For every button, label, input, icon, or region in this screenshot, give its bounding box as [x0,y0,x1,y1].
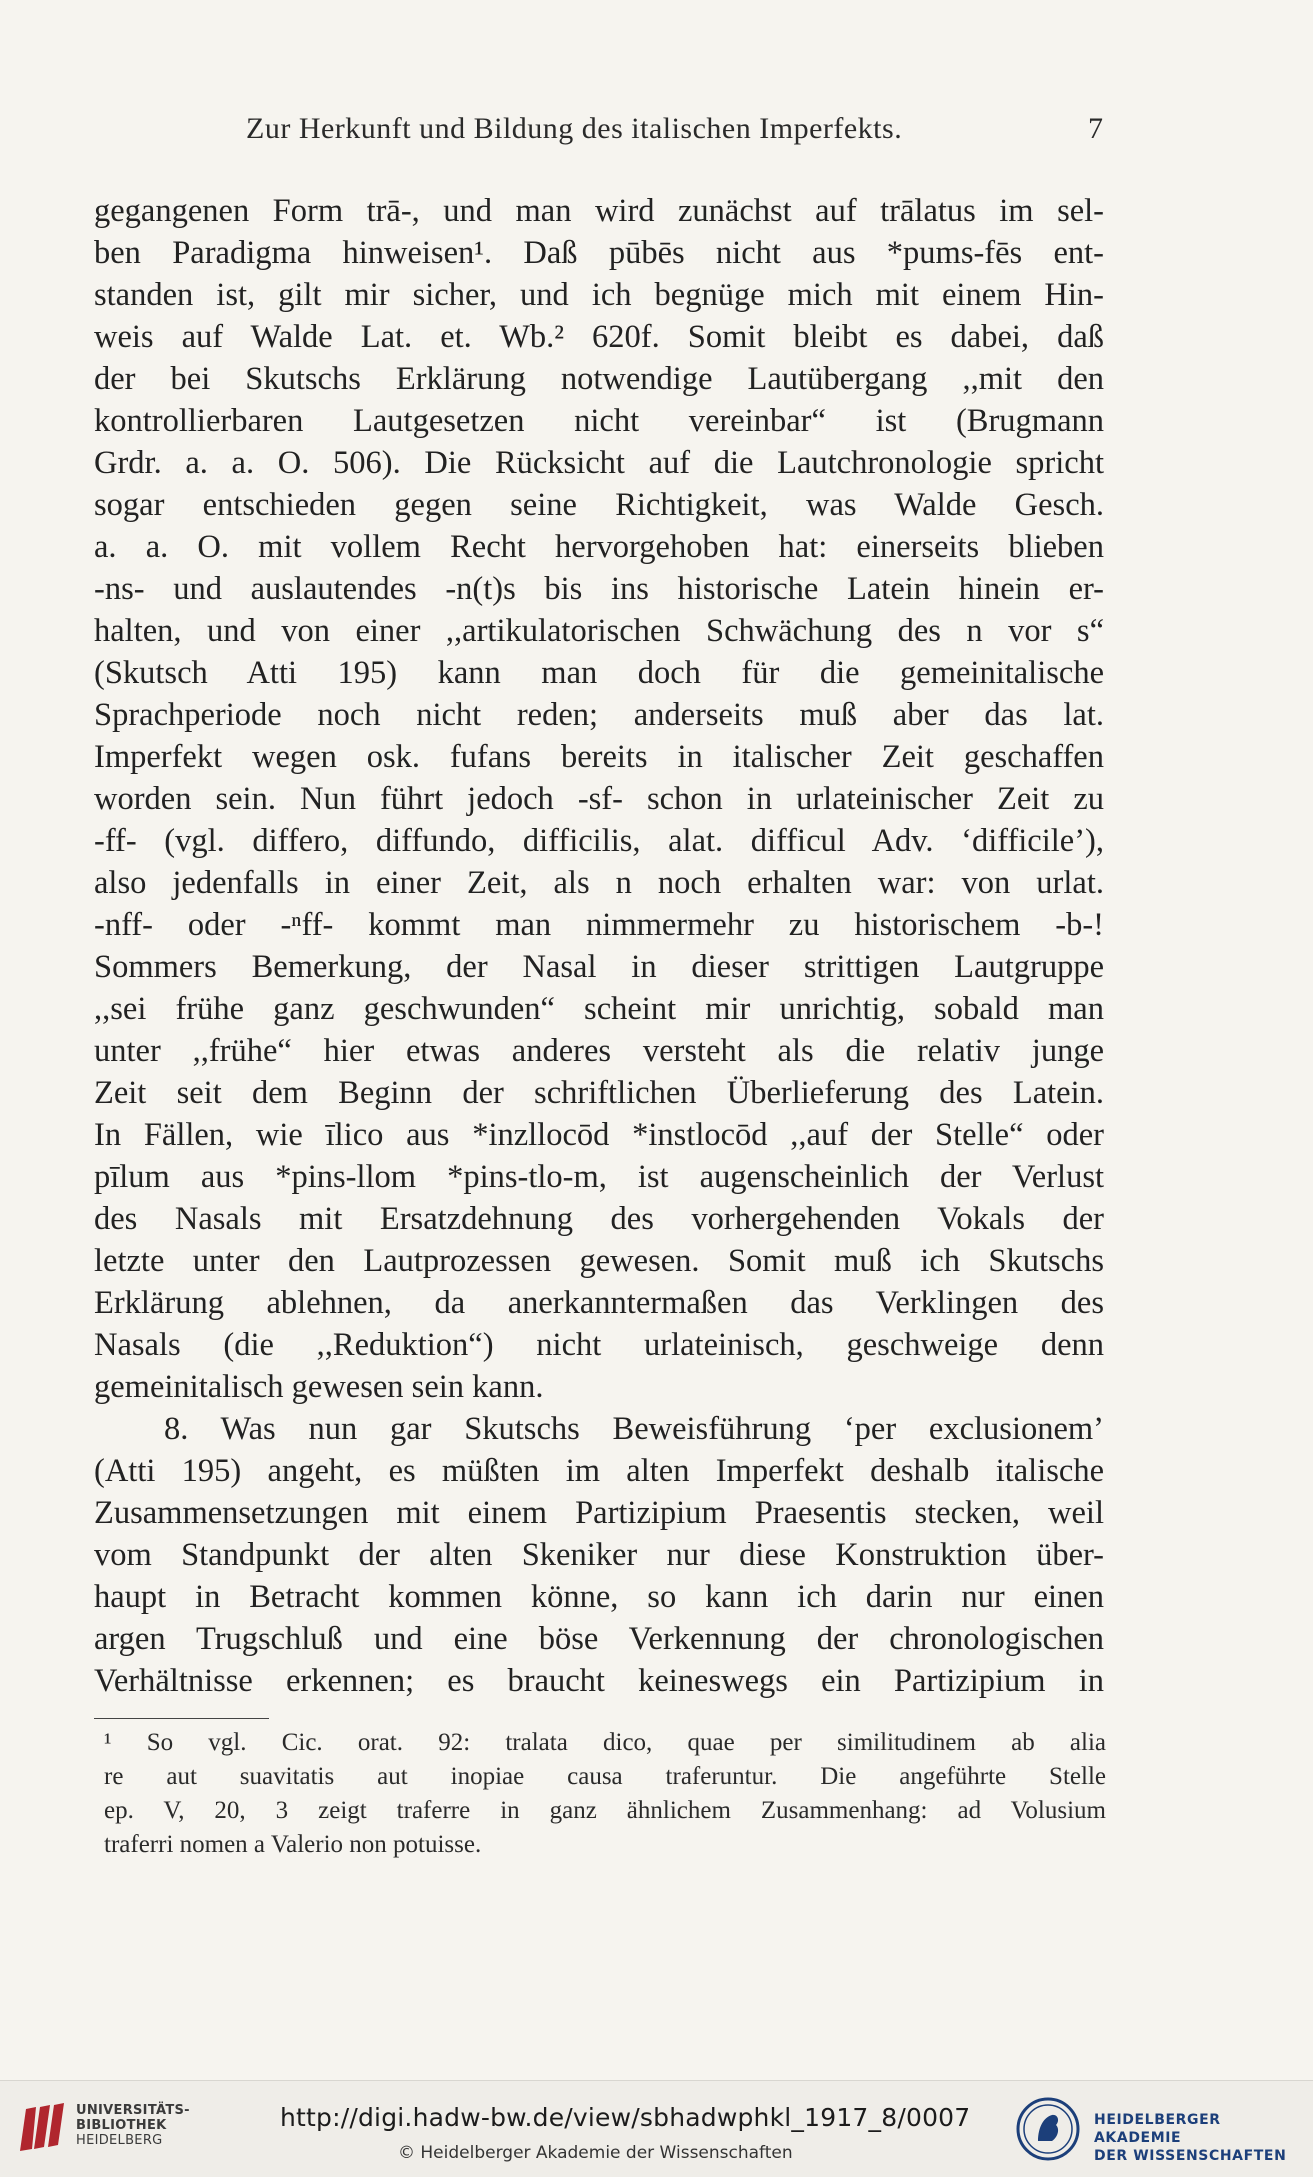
text-line: pīlum aus *pins-llom *pins-tlo-m, ist augenscheinlich der Verlust [94,1159,1104,1195]
text-line: (Skutsch Atti 195) kann man doch für die gemeinitalische [94,655,1104,691]
academy-seal-icon [1016,2097,1080,2161]
text-line: Zusammensetzungen mit einem Partizipium Praesentis stecken, weil [94,1495,1104,1531]
text-line: a. a. O. mit vollem Recht hervorgehoben hat: einerseits blieben [94,529,1104,565]
text-line: ,,sei frühe ganz geschwunden“ scheint mir unrichtig, sobald man [94,991,1104,1027]
university-library-name: UNIVERSITÄTS- BIBLIOTHEK HEIDELBERG [76,2103,190,2148]
text-line: der bei Skutschs Erklärung notwendige Lautübergang ,,mit den [94,361,1104,397]
text-line: Zeit seit dem Beginn der schriftlichen Überlieferung des Latein. [94,1075,1104,1111]
text-line: halten, und von einer ,,artikulatorischen Schwächung des n vor s“ [94,613,1104,649]
main-text [94,190,1104,1702]
text-line: 8. Was nun gar Skutschs Beweisführung ‘per exclusionem’ [164,1411,1104,1447]
footnote-line: re aut suavitatis aut inopiae causa traferuntur. Die angeführte Stelle [104,1763,1106,1790]
running-title: Zur Herkunft und Bildung des italischen Imperfekts. [246,112,903,145]
text-line: letzte unter den Lautprozessen gewesen. Somit muß ich Skutschs [94,1243,1104,1279]
text-line: gegangenen Form trā-, und man wird zunächst auf trālatus im sel- [94,193,1104,229]
text-line: gemeinitalisch gewesen sein kann. [94,1369,544,1405]
footnote-rule [94,1718,269,1719]
text-line: also jedenfalls in einer Zeit, als n noch erhalten war: von urlat. [94,865,1104,901]
text-line: unter ,,frühe“ hier etwas anderes versteht als die relativ junge [94,1033,1104,1069]
text-line: des Nasals mit Ersatzdehnung des vorhergehenden Vokals der [94,1201,1104,1237]
text-line: Verhältnisse erkennen; es braucht keineswegs ein Partizipium in [94,1663,1104,1699]
text-line: Sommers Bemerkung, der Nasal in dieser strittigen Lautgruppe [94,949,1104,985]
text-line: Nasals (die ,,Reduktion“) nicht urlateinisch, geschweige denn [94,1327,1104,1363]
academy-name: HEIDELBERGER AKADEMIE DER WISSENSCHAFTEN [1094,2112,1287,2164]
text-line: worden sein. Nun führt jedoch -sf- schon in urlateinischer Zeit zu [94,781,1104,817]
footnote-line: traferri nomen a Valerio non potuisse. [104,1831,482,1858]
text-line: sogar entschieden gegen seine Richtigkeit, was Walde Gesch. [94,487,1104,523]
text-line: Sprachperiode noch nicht reden; anderseits muß aber das lat. [94,697,1104,733]
text-line: weis auf Walde Lat. et. Wb.² 620f. Somit bleibt es dabei, daß [94,319,1104,355]
page-number: 7 [1088,112,1104,145]
footnote [104,1726,1106,1862]
copyright: © Heidelberger Akademie der Wissenschaften [398,2143,793,2163]
text-line: Grdr. a. a. O. 506). Die Rücksicht auf die Lautchronologie spricht [94,445,1104,481]
university-library-logo-icon [14,2099,70,2161]
text-line: -ns- und auslautendes -n(t)s bis ins historische Latein hinein er- [94,571,1104,607]
text-line: In Fällen, wie īlico aus *inzllocōd *instlocōd ,,auf der Stelle“ oder [94,1117,1104,1153]
text-line: Imperfekt wegen osk. fufans bereits in italischer Zeit geschaffen [94,739,1104,775]
text-line: (Atti 195) angeht, es müßten im alten Imperfekt deshalb italische [94,1453,1104,1489]
text-line: -ff- (vgl. differo, diffundo, difficilis, alat. difficul Adv. ‘difficile’), [94,823,1104,859]
text-line: argen Trugschluß und eine böse Verkennung der chronologischen [94,1621,1104,1657]
permalink[interactable]: http://digi.hadw-bw.de/view/sbhadwphkl_1917_8/0007 [280,2103,971,2132]
footnote-line: ep. V, 20, 3 zeigt traferre in ganz ähnlichem Zusammenhang: ad Volusium [104,1797,1106,1824]
text-line: Erklärung ablehnen, da anerkanntermaßen das Verklingen des [94,1285,1104,1321]
text-line: ben Paradigma hinweisen¹. Daß pūbēs nicht aus *pums-fēs ent- [94,235,1104,271]
text-line: vom Standpunkt der alten Skeniker nur diese Konstruktion über- [94,1537,1104,1573]
text-line: standen ist, gilt mir sicher, und ich begnüge mich mit einem Hin- [94,277,1104,313]
text-line: -nff- oder -ⁿff- kommt man nimmermehr zu historischem -b-! [94,907,1104,943]
viewer-footer [0,2080,1313,2177]
text-line: kontrollierbaren Lautgesetzen nicht vereinbar“ ist (Brugmann [94,403,1104,439]
text-line: haupt in Betracht kommen könne, so kann ich darin nur einen [94,1579,1104,1615]
footnote-line: ¹ So vgl. Cic. orat. 92: tralata dico, quae per similitudinem ab alia [104,1729,1106,1756]
